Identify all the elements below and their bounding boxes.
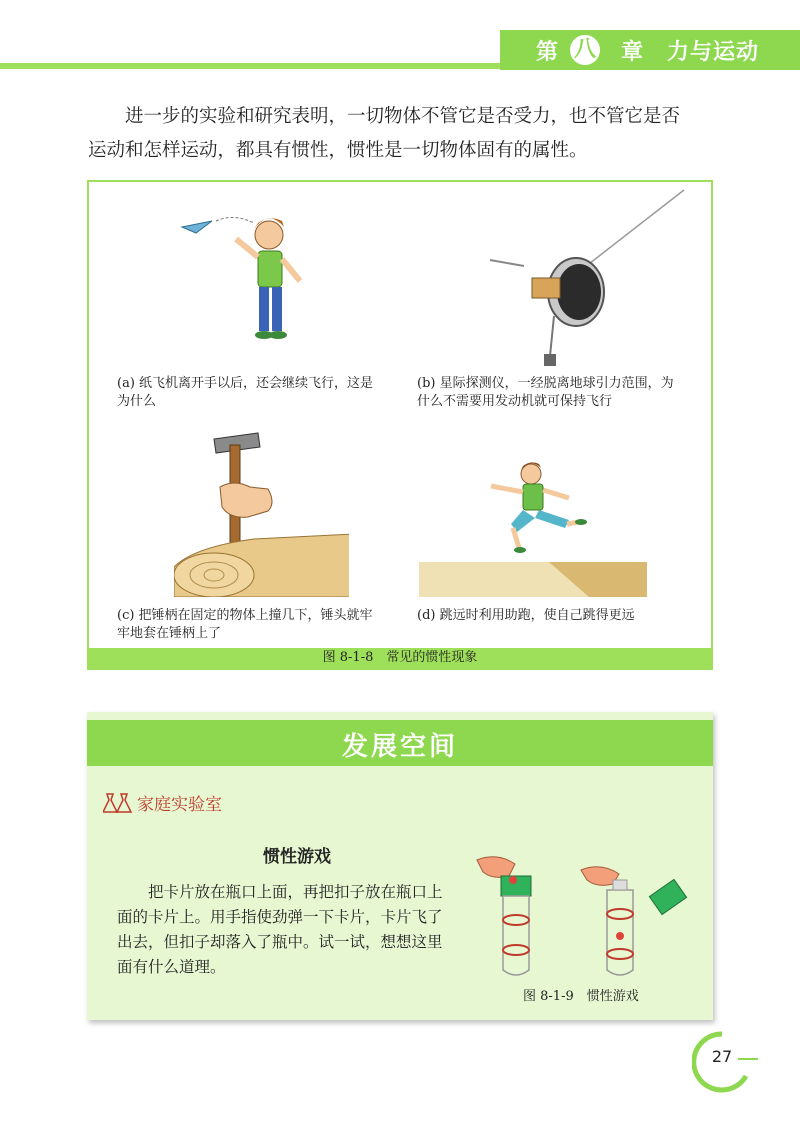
caption-d: (d) 跳远时利用助跑，使自己跳得更远 bbox=[417, 608, 635, 623]
space-probe-illustration bbox=[484, 186, 694, 376]
caption-a: (a) 纸飞机离开手以后，还会继续飞行，这是为什么 bbox=[117, 376, 374, 409]
figure-inertia-phenomena bbox=[87, 180, 713, 670]
figure-caption: 图 8-1-8 常见的惯性现象 bbox=[89, 648, 711, 668]
chapter-title: 力与运动 bbox=[667, 39, 760, 65]
long-jump-illustration bbox=[419, 452, 647, 597]
development-space-header bbox=[87, 720, 713, 766]
intro-paragraph: 进一步的实验和研究表明，一切物体不管它是否受力，也不管它是否运动和怎样运动，都具有惯性，惯性是一切物体固有的属性。 bbox=[88, 106, 681, 161]
development-space-title: 发展空间 bbox=[341, 732, 458, 762]
chapter-suffix: 章 bbox=[621, 39, 645, 65]
figure-caption-game: 图 8-1-9 惯性游戏 bbox=[523, 989, 639, 1004]
chapter-prefix: 第 bbox=[536, 39, 560, 65]
hammer-log-illustration bbox=[174, 427, 349, 597]
caption-c: (c) 把锤柄在固定的物体上撞几下，锤头就牢牢地套在锤柄上了 bbox=[117, 608, 373, 641]
inertia-game-illustration bbox=[463, 850, 703, 980]
caption-b: (b) 星际探测仪，一经脱离地球引力范围，为什么不需要用发动机就可保持飞行 bbox=[417, 376, 674, 409]
flask-icon bbox=[103, 792, 135, 814]
chapter-header bbox=[500, 30, 800, 70]
game-description: 把卡片放在瓶口上面，再把扣子放在瓶口上面的卡片上。用手指使劲弹一下卡片，卡片飞了出去，但扣子却落入了瓶中。试一试，想想这里面有什么道理。 bbox=[117, 883, 443, 976]
page-number: 27 bbox=[711, 1047, 733, 1066]
chapter-number-badge: 八 bbox=[567, 32, 603, 68]
game-title: 惯性游戏 bbox=[263, 847, 331, 867]
development-space-panel bbox=[87, 712, 713, 1020]
boy-paper-plane-illustration bbox=[174, 197, 334, 357]
home-lab-label: 家庭实验室 bbox=[137, 795, 222, 815]
